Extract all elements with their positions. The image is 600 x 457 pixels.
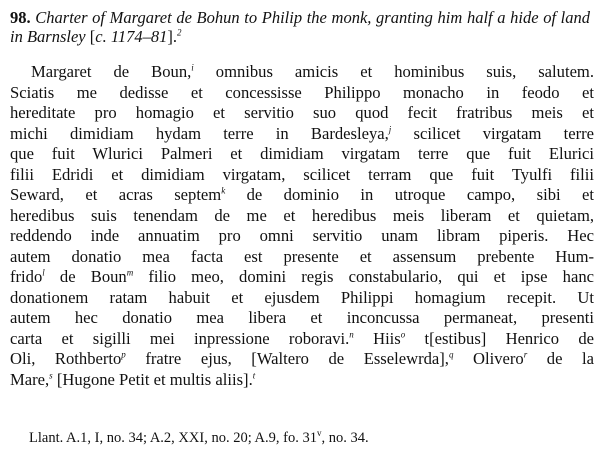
text-segment: Mare,	[10, 369, 50, 389]
text-line: autem donatio mea facta est presente et assensum prebente Hum-	[10, 246, 594, 266]
charter-number: 98.	[10, 8, 31, 27]
note-marker: r	[523, 349, 528, 360]
text-segment: Hiis	[353, 328, 401, 348]
note-marker: o	[400, 328, 406, 339]
text-line: hereditate pro homagio et servitio suo quod fecit fratribus meis et	[10, 103, 594, 122]
text-segment: Oli, Rothberto	[10, 349, 122, 368]
text-segment: Margaret de Boun,	[31, 62, 192, 81]
text-segment: scilicet virgatam terre	[391, 123, 594, 143]
heading-note-marker: 2	[176, 27, 182, 38]
note-marker: p	[121, 349, 126, 360]
text-segment: t[estibus] Henrico de	[405, 328, 594, 348]
text-segment: filio meo, domini regis constabulario, qui et ipse hanc	[133, 267, 595, 286]
text-segment: omnibus amicis et hominibus suis, salutem.	[193, 62, 594, 81]
text-line	[10, 124, 594, 145]
note-marker: q	[448, 349, 454, 360]
source-text: Llant. A.1, I, no. 34; A.2, XXI, no. 20; A.9, fo. 31	[29, 430, 317, 446]
text-line: que fuit Wlurici Palmeri et dimidiam virgatam terre que fuit Elurici	[10, 144, 594, 163]
text-line	[10, 62, 594, 83]
text-segment: fratre ejus, [Waltero de Esselewrda],	[125, 349, 449, 368]
text-line	[10, 267, 594, 288]
note-marker: k	[221, 185, 226, 196]
note-marker: t	[252, 369, 256, 380]
text-segment: frido	[10, 267, 43, 286]
note-marker: l	[42, 267, 45, 278]
text-line	[10, 185, 594, 206]
date-close-bracket: ].	[167, 27, 177, 46]
folio-verso-marker: v	[316, 428, 322, 439]
text-line: filii Edridi et dimidiam virgatam, scilicet terram que fuit Tyulfi filii	[10, 164, 594, 184]
note-marker: s	[49, 369, 53, 380]
note-marker: m	[126, 267, 134, 278]
text-line: reddendo inde annuatim pro omni servitio unam libram piperis. Hec	[10, 226, 594, 245]
text-line	[10, 329, 594, 350]
date-open-bracket: [	[85, 27, 96, 46]
text-segment: carta et sigilli mei inpressione roboravi.	[10, 328, 350, 348]
text-segment: Seward, et acras septem	[10, 185, 222, 204]
note-marker: i	[191, 62, 194, 73]
source-reference	[29, 429, 369, 447]
charter-title-line1: Charter of Margaret de Bohun to Philip the monk, granting him	[35, 8, 463, 27]
source-text: , no. 34.	[321, 430, 369, 446]
text-line	[10, 370, 594, 391]
text-line: heredibus suis tenendam de me et heredibus meis liberam et quietam,	[10, 205, 594, 225]
text-segment: de la	[527, 349, 595, 368]
charter-text	[10, 62, 594, 390]
text-line	[10, 349, 594, 370]
text-line: autem hec donatio mea libera et inconcussa permaneat, presenti	[10, 308, 594, 327]
charter-title-line2: half a hide of land in Barnsley	[10, 8, 591, 46]
text-segment: de dominio in utroque campo, sibi et	[225, 185, 594, 204]
text-line: donationem ratam habuit et ejusdem Philippi homagium recepit. Ut	[10, 287, 594, 307]
text-segment: michi dimidiam hydam terre in Bardesleya,	[10, 123, 389, 143]
text-segment: [Hugone Petit et multis aliis].	[52, 369, 253, 389]
note-marker: j	[388, 123, 392, 134]
text-segment: de Boun	[44, 267, 127, 286]
charter-heading	[10, 8, 590, 46]
text-segment: Olivero	[453, 349, 524, 368]
charter-date: c. 1174–81	[95, 27, 168, 46]
note-marker: n	[349, 328, 354, 339]
text-line: Sciatis me dedisse et concessisse Philippo monacho in feodo et	[10, 82, 594, 102]
